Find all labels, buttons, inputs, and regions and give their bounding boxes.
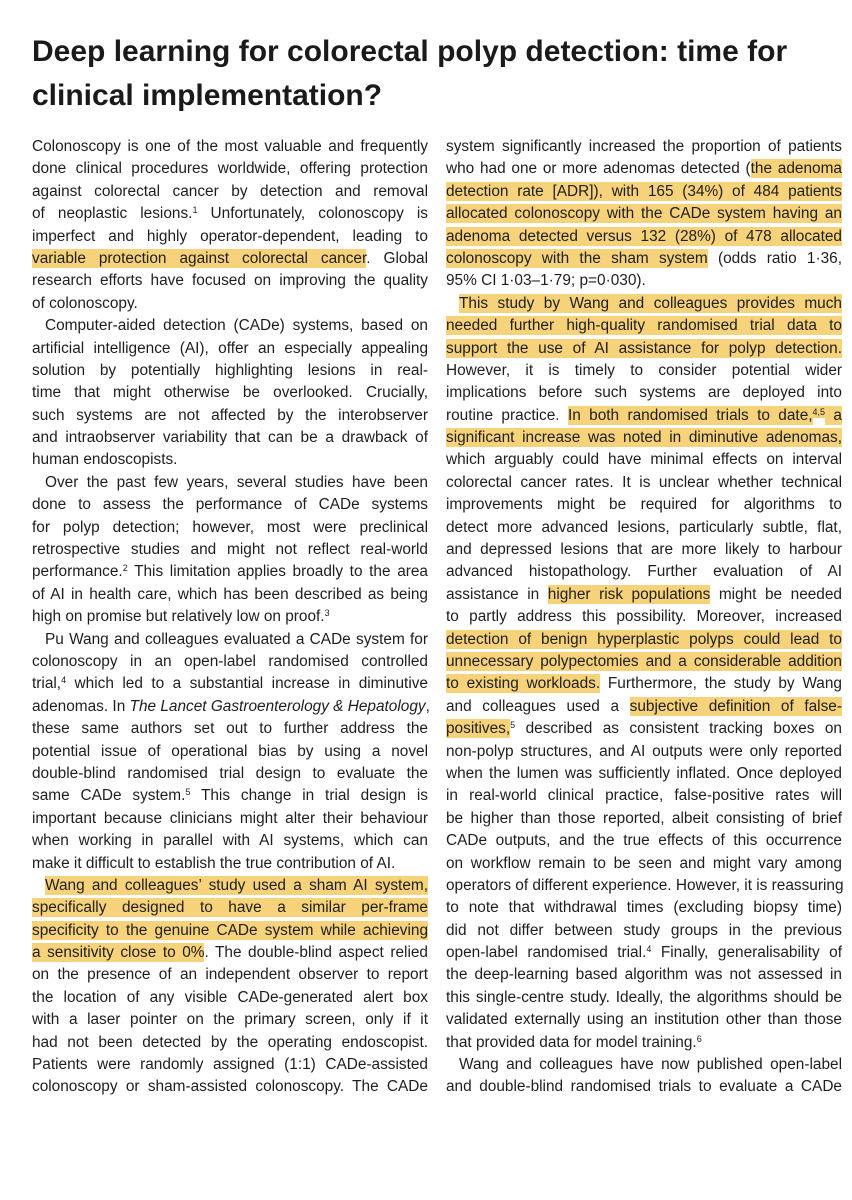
text-line xyxy=(446,875,842,897)
text-segment: of AI in health care, which has been described as being xyxy=(32,585,428,603)
text-segment: Finally, generalisability of xyxy=(651,944,843,962)
text-line xyxy=(446,1032,842,1054)
text-line xyxy=(32,293,428,315)
text-segment: make it difficult to establish the true contribution of AI. xyxy=(32,854,396,872)
highlighted-text: higher risk populations xyxy=(547,585,711,603)
citation-marker: 2 xyxy=(122,563,128,574)
text-line xyxy=(446,808,842,830)
text-segment: which led to a substantial increase in diminutive xyxy=(66,675,428,693)
highlighted-text: significant increase was noted in diminutive adenomas, xyxy=(446,429,842,447)
text-segment: trial, xyxy=(32,675,62,693)
text-line xyxy=(32,360,428,382)
text-segment: important because clinicians might alter their behaviour xyxy=(32,809,428,827)
text-line xyxy=(446,673,842,695)
text-line xyxy=(32,718,428,740)
text-line xyxy=(446,472,842,494)
text-segment: and colleagues used a xyxy=(446,697,630,715)
text-line xyxy=(32,270,428,292)
text-segment: operators of different experience. However, it is reassuring xyxy=(446,876,844,894)
highlighted-text: This study by Wang and colleagues provides much xyxy=(459,294,842,312)
text-line xyxy=(446,315,842,337)
text-line xyxy=(446,1076,842,1098)
text-segment: on the presence of an independent observer to report xyxy=(32,966,428,984)
text-line xyxy=(32,449,428,471)
text-line xyxy=(446,449,842,471)
text-segment: validated externally using an institution other than those xyxy=(446,1011,842,1029)
citation-marker: 4 xyxy=(646,944,652,955)
text-segment: the deep-learning based algorithm was not assessed in xyxy=(446,966,842,984)
text-segment: with a laser pointer on the primary screen, only if it xyxy=(32,1011,428,1029)
text-segment: Computer-aided detection (CADe) systems, based on xyxy=(45,317,428,335)
text-line xyxy=(32,1054,428,1076)
text-line xyxy=(446,405,842,427)
highlighted-text: the adenoma xyxy=(750,160,842,178)
text-line xyxy=(32,203,428,225)
text-segment: had not been detected by the operating endoscopist. xyxy=(32,1033,428,1051)
text-line xyxy=(446,853,842,875)
highlighted-text: In both randomised trials to date, xyxy=(567,406,813,424)
text-segment: and depressed lesions that are more likely to harbour xyxy=(446,541,842,559)
text-segment: which arguably could have minimal effects on interval xyxy=(446,451,842,469)
highlighted-text: a sensitivity close to 0% xyxy=(32,944,205,962)
text-segment: assistance in xyxy=(446,585,548,603)
text-line xyxy=(446,830,842,852)
text-line xyxy=(32,629,428,651)
text-line xyxy=(446,561,842,583)
right-column xyxy=(446,136,842,1099)
text-segment: system significantly increased the proportion of patients xyxy=(446,138,842,155)
text-segment: adenomas. In xyxy=(32,697,130,715)
highlighted-text: positives, xyxy=(446,720,511,738)
text-line xyxy=(446,629,842,651)
text-segment: Unfortunately, colonoscopy is xyxy=(197,205,428,223)
left-column xyxy=(32,136,428,1099)
text-segment: who had one or more adenomas detected ( xyxy=(446,160,751,178)
text-segment: same CADe system. xyxy=(32,787,186,805)
text-line xyxy=(446,382,842,404)
text-segment: research efforts have focused on improving the quality xyxy=(32,272,428,290)
text-segment: done clinical procedures worldwide, offering protection xyxy=(32,160,428,178)
text-segment: routine practice. xyxy=(446,406,568,424)
text-segment: for polyp detection; however, most were preclinical xyxy=(32,518,428,536)
text-line xyxy=(32,942,428,964)
text-line xyxy=(32,315,428,337)
text-line xyxy=(32,427,428,449)
text-line xyxy=(446,338,842,360)
text-segment: against colorectal cancer by detection and removal xyxy=(32,182,428,200)
text-line xyxy=(446,181,842,203)
text-segment: This limitation applies broadly to the area xyxy=(127,563,428,581)
text-line xyxy=(446,158,842,180)
text-segment: solution by potentially highlighting lesions in real- xyxy=(32,361,428,379)
text-segment: 95% CI 1·03–1·79; p=0·030). xyxy=(446,272,646,290)
text-segment: retrospective studies and might not reflect real-world xyxy=(32,541,428,559)
text-line xyxy=(32,226,428,248)
highlighted-text: support the use of AI assistance for polyp detection. xyxy=(446,339,842,357)
text-segment: done to assess the performance of CADe systems xyxy=(32,496,428,514)
text-line xyxy=(446,1009,842,1031)
text-line xyxy=(446,897,842,919)
text-segment: in real-world clinical practice, false-positive rates will xyxy=(446,787,842,805)
text-line xyxy=(32,517,428,539)
text-segment: did not differ between study groups in the previous xyxy=(446,921,842,939)
highlighted-text: a xyxy=(825,406,842,424)
citation-marker: 4,5 xyxy=(812,406,826,417)
text-segment: the location of any visible CADe-generated alert box xyxy=(32,988,428,1006)
text-segment: . Global xyxy=(366,249,428,267)
text-segment: of colonoscopy. xyxy=(32,294,138,312)
text-segment: colonoscopy or sham-assisted colonoscopy. The CADe xyxy=(32,1078,428,1096)
text-line xyxy=(32,1032,428,1054)
text-segment: such systems are not affected by the interobserver xyxy=(32,406,428,424)
text-line xyxy=(32,673,428,695)
text-line xyxy=(446,539,842,561)
text-line xyxy=(446,226,842,248)
highlighted-text: needed further high-quality randomised trial data to xyxy=(446,317,842,335)
text-segment: However, it is timely to consider potential wider xyxy=(446,361,842,379)
text-line xyxy=(32,897,428,919)
text-segment: when working in parallel with AI systems, which can xyxy=(32,832,428,850)
text-line xyxy=(32,830,428,852)
text-line xyxy=(32,405,428,427)
text-segment: high on promise but relatively low on proof. xyxy=(32,608,325,626)
text-segment: Over the past few years, several studies have been xyxy=(45,473,428,491)
text-line xyxy=(32,763,428,785)
text-segment: The Lancet Gastroenterology & Hepatology xyxy=(129,697,426,715)
text-line xyxy=(32,1009,428,1031)
text-segment: human endoscopists. xyxy=(32,451,178,469)
text-segment: detect more advanced lesions, particularly subtle, flat, xyxy=(446,518,842,536)
highlighted-text: Wang and colleagues’ study used a sham AI system, xyxy=(45,876,428,894)
text-line xyxy=(32,136,428,158)
text-line xyxy=(446,785,842,807)
highlighted-text: subjective definition of false- xyxy=(629,697,842,715)
text-line xyxy=(446,606,842,628)
text-line xyxy=(446,584,842,606)
citation-marker: 5 xyxy=(185,787,191,798)
text-segment: on workflow remain to be seen and might vary among xyxy=(446,854,842,872)
text-segment: and double-blind randomised trials to evaluate a CADe xyxy=(446,1078,842,1096)
text-segment: to note that withdrawal times (excluding biopsy time) xyxy=(446,899,842,917)
citation-marker: 6 xyxy=(696,1033,702,1044)
text-line xyxy=(446,964,842,986)
text-line xyxy=(32,875,428,897)
text-line xyxy=(446,696,842,718)
text-line xyxy=(32,785,428,807)
highlighted-text: colonoscopy with the sham system xyxy=(446,249,708,267)
text-segment: described as consistent tracking boxes on xyxy=(515,720,842,738)
text-segment: time that might otherwise be overlooked. Crucially, xyxy=(32,384,428,402)
text-line xyxy=(32,561,428,583)
highlighted-text: adenoma detected versus 132 (28%) of 478 allocated xyxy=(446,227,842,245)
highlighted-text: variable protection against colorectal cancer xyxy=(32,249,367,267)
text-segment: to partly address this possibility. Moreover, increased xyxy=(446,608,842,626)
text-line xyxy=(446,136,842,158)
text-line xyxy=(32,584,428,606)
text-line xyxy=(32,158,428,180)
text-line xyxy=(32,987,428,1009)
text-segment: non-polyp structures, and AI outputs were only reported xyxy=(446,742,842,760)
text-segment: . The double-blind aspect relied xyxy=(204,944,428,962)
text-segment: Furthermore, the study by Wang xyxy=(600,675,842,693)
text-line xyxy=(32,181,428,203)
text-segment: colorectal cancer rates. It is unclear whether technical xyxy=(446,473,842,491)
text-line xyxy=(32,741,428,763)
text-line xyxy=(32,651,428,673)
text-segment: improvements might be required for algorithms to xyxy=(446,496,842,514)
text-segment: implications before such systems are deployed into xyxy=(446,384,842,402)
text-line xyxy=(32,853,428,875)
citation-marker: 4 xyxy=(61,675,67,686)
text-segment: This change in trial design is xyxy=(190,787,428,805)
text-line xyxy=(446,293,842,315)
text-line xyxy=(32,248,428,270)
text-line xyxy=(446,360,842,382)
text-line xyxy=(446,651,842,673)
text-line xyxy=(32,808,428,830)
text-line xyxy=(32,964,428,986)
citation-marker: 5 xyxy=(510,720,516,731)
text-line xyxy=(446,942,842,964)
text-line xyxy=(446,494,842,516)
highlighted-text: detection rate [ADR]), with 165 (34%) of 484 patients xyxy=(446,182,842,200)
highlighted-text: specificity to the genuine CADe system while achieving xyxy=(32,921,428,939)
highlighted-text: to existing workloads. xyxy=(446,675,601,693)
text-line xyxy=(446,270,842,292)
highlighted-text: detection of benign hyperplastic polyps could lead to xyxy=(446,630,842,648)
text-segment: Pu Wang and colleagues evaluated a CADe system for xyxy=(45,630,428,648)
text-segment: Colonoscopy is one of the most valuable and frequently xyxy=(32,138,428,155)
text-segment: artificial intelligence (AI), offer an especially appealing xyxy=(32,339,428,357)
text-segment: when the lumen was sufficiently inflated. Once deployed xyxy=(446,764,842,782)
text-line xyxy=(32,539,428,561)
text-segment: advanced histopathology. Further evaluation of AI xyxy=(446,563,842,581)
text-line xyxy=(446,920,842,942)
text-segment: that provided data for model training. xyxy=(446,1033,697,1051)
text-line xyxy=(32,382,428,404)
text-segment: imperfect and highly operator-dependent, leading to xyxy=(32,227,428,245)
text-segment: of neoplastic lesions. xyxy=(32,205,193,223)
text-line xyxy=(446,517,842,539)
text-line xyxy=(446,427,842,449)
text-line xyxy=(32,606,428,628)
text-line xyxy=(446,248,842,270)
text-line xyxy=(446,718,842,740)
text-line xyxy=(32,1076,428,1098)
text-line xyxy=(32,338,428,360)
text-segment: CADe outputs, and the true effects of this occurrence xyxy=(446,832,842,850)
text-segment: Wang and colleagues have now published open-label xyxy=(459,1056,842,1074)
text-line xyxy=(446,763,842,785)
text-segment: this single-centre study. Ideally, the algorithms should be xyxy=(446,988,842,1006)
highlighted-text: unnecessary polypectomies and a considerable addition xyxy=(446,652,842,670)
text-segment: be higher than those reported, albeit consisting of brief xyxy=(446,809,842,827)
text-line xyxy=(32,472,428,494)
text-segment: might be needed xyxy=(710,585,842,603)
text-segment: open-label randomised trial. xyxy=(446,944,647,962)
text-segment: these same authors set out to further address the xyxy=(32,720,428,738)
highlighted-text: allocated colonoscopy with the CADe system having an xyxy=(446,205,842,223)
text-segment: and intraobserver variability that can be a drawback of xyxy=(32,429,428,447)
text-line xyxy=(32,920,428,942)
citation-marker: 1 xyxy=(192,205,198,216)
text-segment: (odds ratio 1·36, xyxy=(707,249,842,267)
text-segment: potential issue of operational bias by using a novel xyxy=(32,742,428,760)
text-segment: Patients were randomly assigned (1:1) CADe-assisted xyxy=(32,1056,428,1074)
article-title: Deep learning for colorectal polyp detection: time for clinical implementation? xyxy=(32,35,788,112)
text-line xyxy=(446,987,842,1009)
text-segment: performance. xyxy=(32,563,123,581)
citation-marker: 3 xyxy=(324,608,330,619)
text-segment: double-blind randomised trial design to evaluate the xyxy=(32,764,428,782)
text-segment: colonoscopy in an open-label randomised controlled xyxy=(32,652,428,670)
text-line xyxy=(446,741,842,763)
highlighted-text: specifically designed to have a similar per-frame xyxy=(32,899,428,917)
text-line xyxy=(32,494,428,516)
text-segment: , xyxy=(425,697,430,715)
text-line xyxy=(32,696,428,718)
text-line xyxy=(446,1054,842,1076)
text-line xyxy=(446,203,842,225)
